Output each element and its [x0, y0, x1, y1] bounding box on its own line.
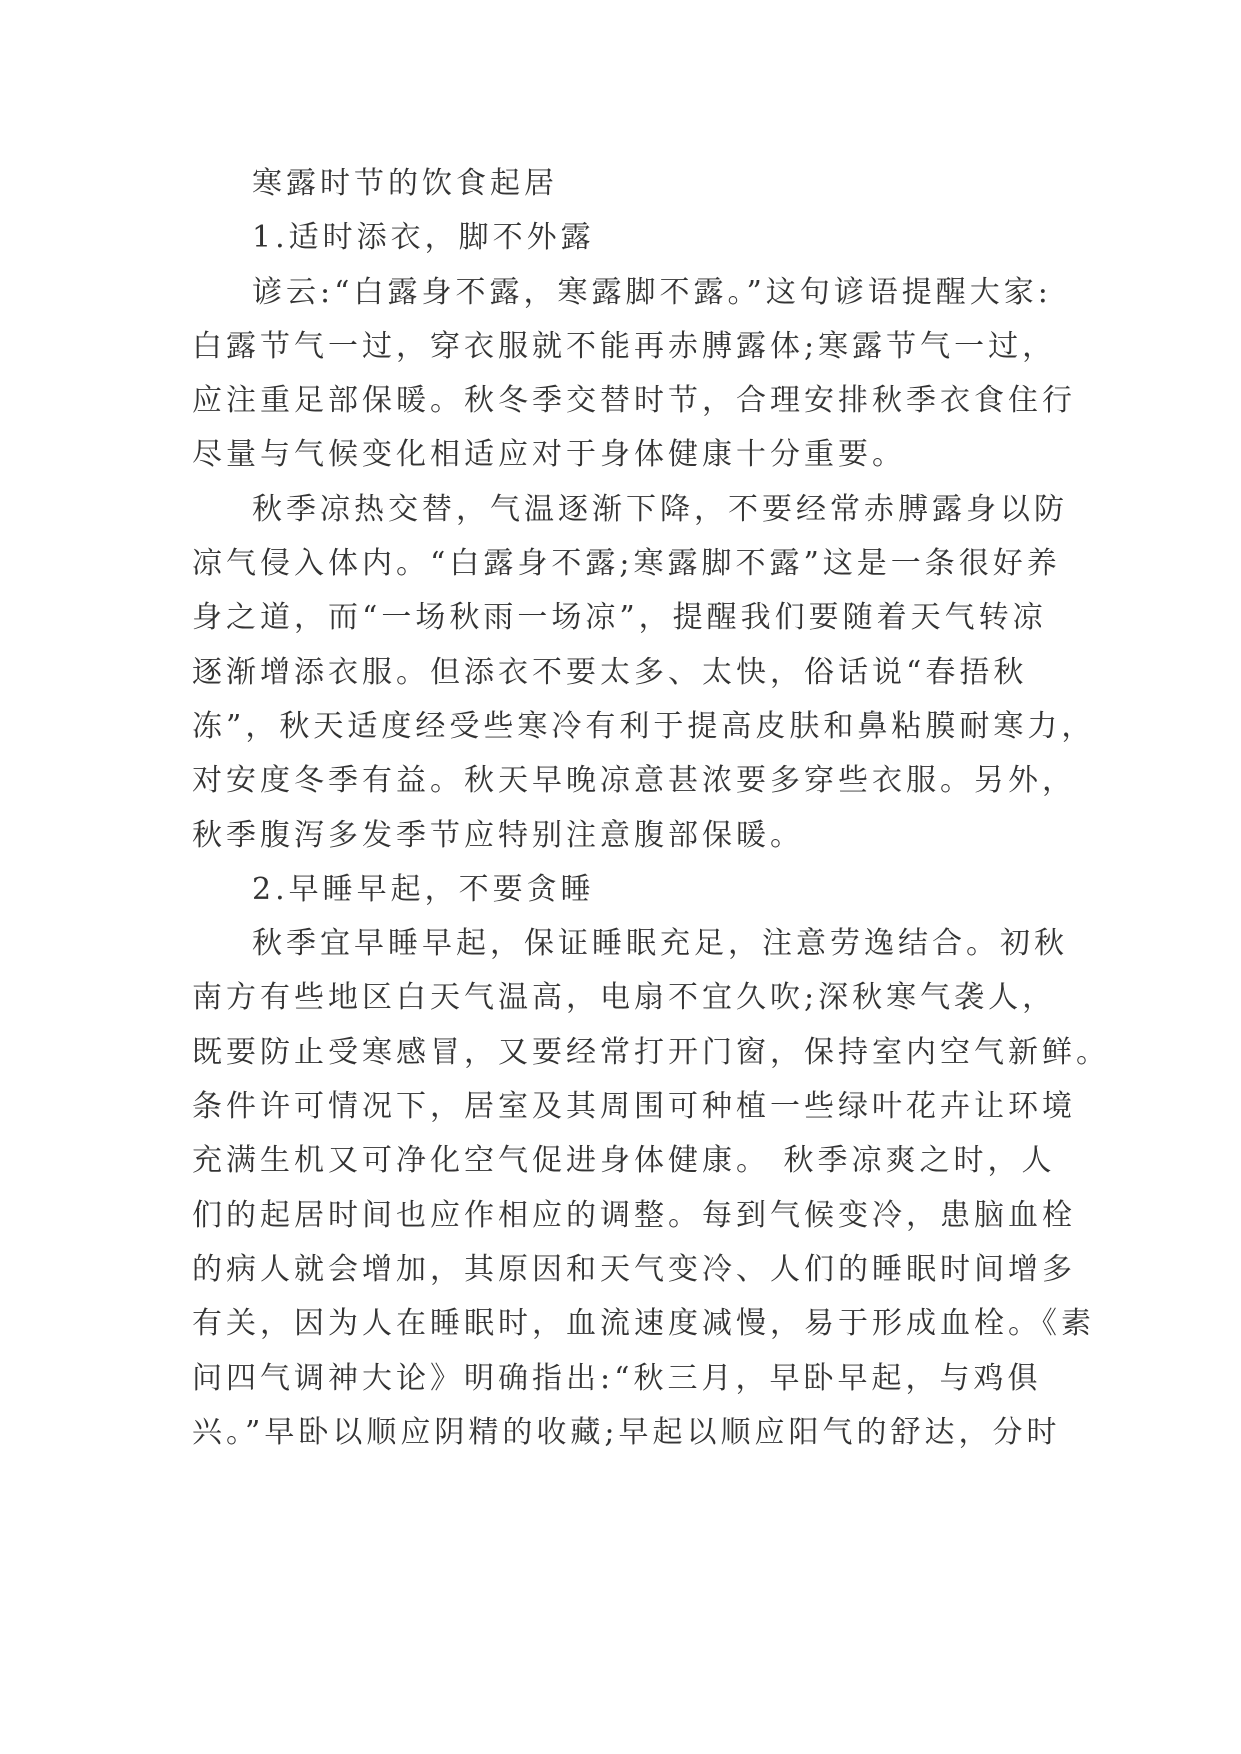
document-title: 寒露时节的饮食起居: [252, 166, 558, 201]
text-line: 谚云:“白露身不露，寒露脚不露。”这句谚语提醒大家:: [252, 274, 1052, 310]
section-heading-2: 2.早睡早起，不要贪睡: [252, 871, 595, 907]
text-line: 条件许可情况下，居室及其周围可种植一些绿叶花卉让环境: [192, 1089, 1076, 1125]
text-line: 应注重足部保暖。秋冬季交替时节，合理安排秋季衣食住行: [192, 383, 1076, 419]
text-line: 充满生机又可净化空气促进身体健康。 秋季凉爽之时，人: [192, 1143, 1056, 1179]
text-line: 对安度冬季有益。秋天早晚凉意甚浓要多穿些衣服。另外，: [192, 763, 1076, 799]
text-line: 们的起居时间也应作相应的调整。每到气候变冷，患脑血栓: [192, 1197, 1076, 1233]
text-line: 秋季宜早睡早起，保证睡眠充足，注意劳逸结合。初秋: [252, 926, 1068, 962]
text-line: 秋季凉热交替，气温逐渐下降，不要经常赤膊露身以防: [252, 491, 1068, 527]
text-line: 逐渐增添衣服。但添衣不要太多、太快，俗话说“春捂秋: [192, 654, 1028, 690]
text-line: 凉气侵入体内。“白露身不露;寒露脚不露”这是一条很好养: [192, 546, 1061, 582]
text-line: 冻”，秋天适度经受些寒冷有利于提高皮肤和鼻粘膜耐寒力，: [192, 708, 1096, 744]
text-line: 有关，因为人在睡眠时，血流速度减慢，易于形成血栓。《素: [192, 1306, 1095, 1342]
text-line: 的病人就会增加，其原因和天气变冷、人们的睡眠时间增多: [192, 1251, 1076, 1287]
text-line: 白露节气一过，穿衣服就不能再赤膊露体;寒露节气一过，: [192, 328, 1057, 364]
text-line: 问四气调神大论》明确指出:“秋三月，早卧早起，与鸡俱: [192, 1360, 1042, 1396]
text-line: 南方有些地区白天气温高，电扇不宜久吹;深秋寒气袭人，: [192, 980, 1057, 1016]
text-line: 兴。”早卧以顺应阴精的收藏;早起以顺应阳气的舒达，分时: [192, 1414, 1061, 1450]
document-body: [192, 157, 1110, 1460]
section-heading-1: 1.适时添衣，脚不外露: [252, 220, 595, 256]
text-line: 秋季腹泻多发季节应特别注意腹部保暖。: [192, 817, 804, 853]
text-line: 既要防止受寒感冒，又要经常打开门窗，保持室内空气新鲜。: [192, 1034, 1110, 1070]
text-line: 尽量与气候变化相适应对于身体健康十分重要。: [192, 437, 906, 473]
text-line: 身之道，而“一场秋雨一场凉”，提醒我们要随着天气转凉: [192, 600, 1047, 636]
